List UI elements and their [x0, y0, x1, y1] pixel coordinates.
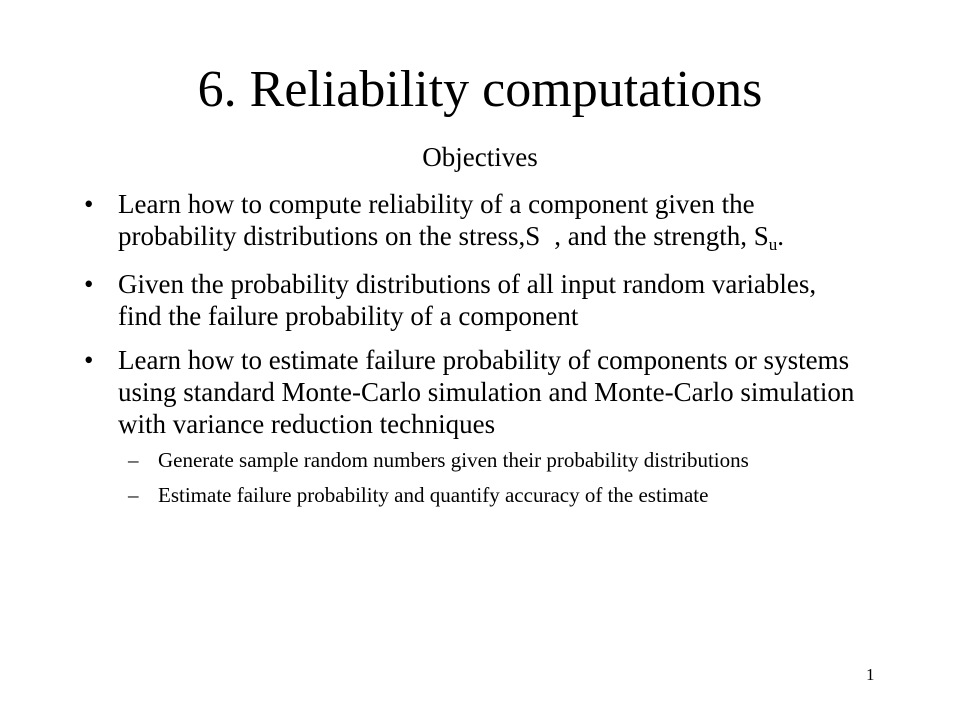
subbullet-text-1: Generate sample random numbers given their probability distributions	[158, 448, 749, 472]
bullet-text-3: Learn how to estimate failure probability of components or systems using standard Monte-Carlo simulation and Monte-Carlo simulation with variance reduction techniques	[118, 345, 855, 439]
bullet-1-text-end: .	[777, 221, 784, 251]
subbullet-item-1	[118, 448, 864, 473]
bullet-item-3	[84, 344, 864, 508]
bullet-glyph: •	[84, 189, 94, 219]
bullet-1-text-before: Learn how to compute reliability of a component given the probability distributions on the stress,S	[118, 189, 755, 251]
slide-title: 6. Reliability computations	[197, 61, 763, 118]
bullet-item-2	[84, 268, 864, 332]
subbullet-glyph: –	[128, 483, 139, 507]
subbullet-item-2	[118, 483, 864, 508]
slide-subtitle: Objectives	[422, 142, 538, 172]
bullet-glyph: •	[84, 345, 94, 375]
subbullet-list	[118, 448, 864, 508]
bullet-text-1	[118, 189, 784, 254]
bullet-1-text-after: , and the strength, S	[554, 221, 769, 251]
bullet-1-subscript: u	[768, 235, 778, 254]
bullet-glyph: •	[84, 269, 94, 299]
bullet-item-1	[84, 188, 864, 256]
bullet-list	[84, 188, 864, 520]
subbullet-glyph: –	[128, 448, 139, 472]
subbullet-text-2: Estimate failure probability and quantify accuracy of the estimate	[158, 483, 709, 507]
bullet-text-2: Given the probability distributions of all input random variables, find the failure probability of a component	[118, 269, 817, 331]
page-number: 1	[866, 665, 875, 684]
